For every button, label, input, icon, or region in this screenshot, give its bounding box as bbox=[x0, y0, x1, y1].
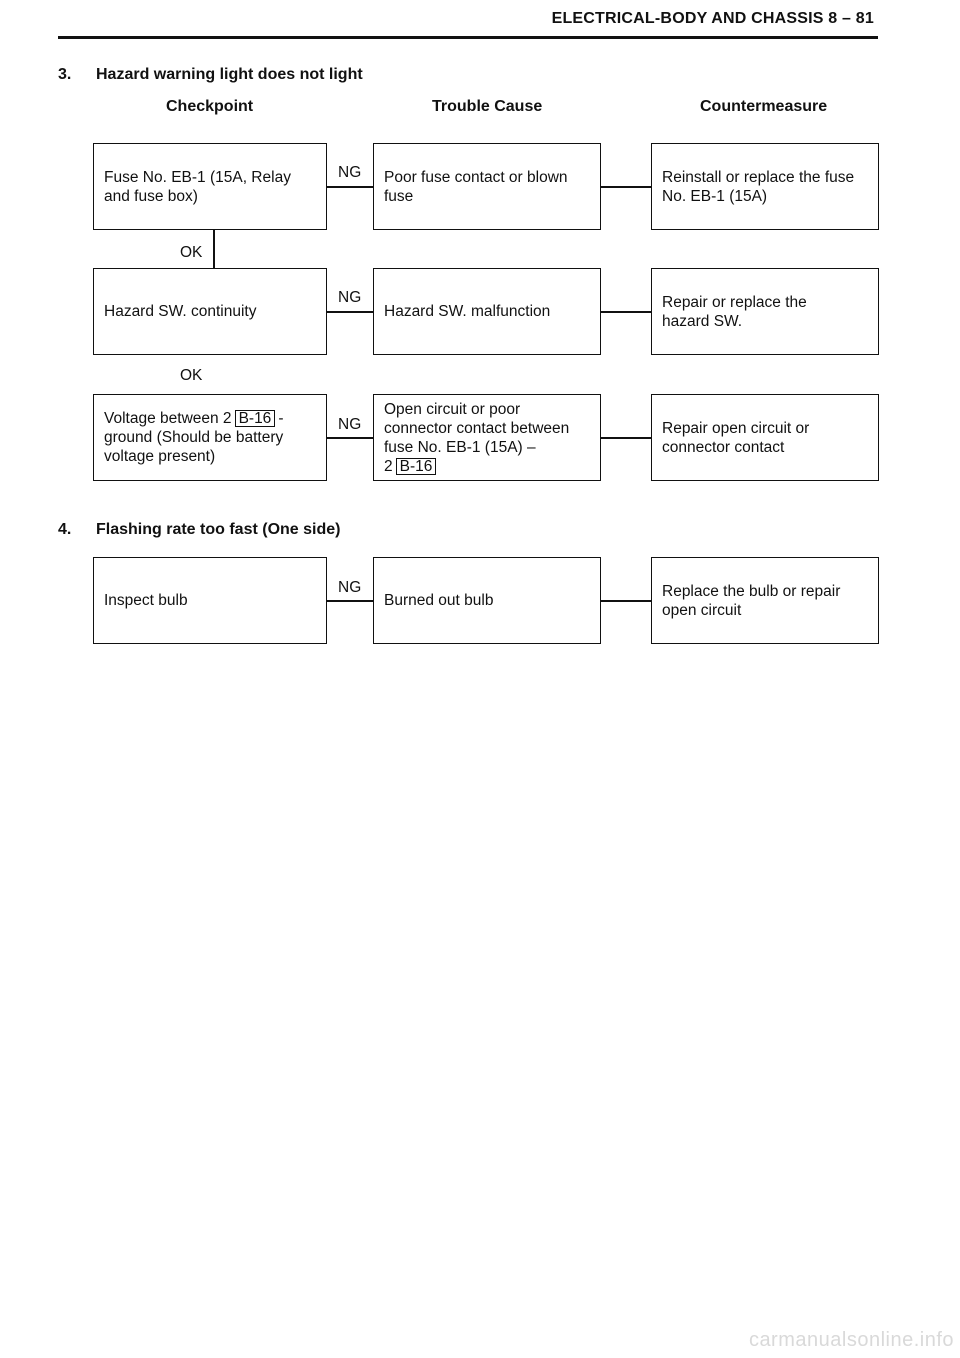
ng-label: NG bbox=[338, 164, 362, 181]
cause-burned-bulb-text: Burned out bulb bbox=[384, 592, 494, 609]
countermeasure-open-circuit-box bbox=[651, 394, 879, 481]
countermeasure-connector-line bbox=[601, 311, 651, 313]
column-checkpoint: Checkpoint bbox=[166, 98, 254, 115]
countermeasure-hazard-sw-box bbox=[651, 268, 879, 355]
ok-label: OK bbox=[180, 244, 203, 261]
ok-label: OK bbox=[180, 367, 203, 384]
checkpoint-inspect-bulb-box bbox=[93, 557, 327, 644]
page-header-title: ELECTRICAL-BODY AND CHASSIS 8 – 81 bbox=[551, 10, 874, 27]
countermeasure-connector-line bbox=[601, 600, 651, 602]
cause-burned-bulb-box bbox=[373, 557, 601, 644]
ng-label: NG bbox=[338, 579, 362, 596]
cause-hazard-sw-box bbox=[373, 268, 601, 355]
column-trouble-cause: Trouble Cause bbox=[432, 98, 543, 115]
cause-open-circuit-content bbox=[384, 400, 569, 476]
ng-connector-line bbox=[327, 311, 373, 313]
countermeasure-bulb-box bbox=[651, 557, 879, 644]
countermeasure-fuse-text: Reinstall or replace the fuse No. EB-1 (15A) bbox=[662, 168, 855, 205]
checkpoint-voltage-dash: - bbox=[278, 410, 284, 427]
column-countermeasure: Countermeasure bbox=[700, 98, 828, 115]
cause-open-circuit-pin: 2 bbox=[384, 457, 393, 475]
ok-connector-line bbox=[213, 230, 215, 268]
connector-b16-badge: B-16 bbox=[396, 458, 437, 475]
countermeasure-connector-line bbox=[601, 437, 651, 439]
checkpoint-hazard-sw-box bbox=[93, 268, 327, 355]
checkpoint-hazard-sw-text: Hazard SW. continuity bbox=[104, 303, 257, 320]
countermeasure-open-circuit-text: Repair open circuit or connector contact bbox=[662, 419, 810, 456]
section-4-title: Flashing rate too fast (One side) bbox=[96, 521, 341, 538]
checkpoint-voltage-box bbox=[93, 394, 327, 481]
cause-hazard-sw-text: Hazard SW. malfunction bbox=[384, 303, 551, 320]
checkpoint-voltage-rest: ground (Should be battery voltage present) bbox=[104, 429, 284, 465]
ng-connector-line bbox=[327, 600, 373, 602]
checkpoint-voltage-content bbox=[104, 409, 283, 466]
countermeasure-fuse-box bbox=[651, 143, 879, 230]
checkpoint-inspect-bulb-text: Inspect bulb bbox=[104, 592, 188, 609]
checkpoint-fuse-text: Fuse No. EB-1 (15A, Relay and fuse box) bbox=[104, 168, 291, 205]
watermark-text: carmanualsonline.info bbox=[748, 1329, 954, 1351]
cause-fuse-box bbox=[373, 143, 601, 230]
ng-label: NG bbox=[338, 416, 362, 433]
checkpoint-fuse-box bbox=[93, 143, 327, 230]
section-3-title: Hazard warning light does not light bbox=[96, 66, 363, 83]
checkpoint-voltage-prefix: Voltage between 2 bbox=[104, 410, 232, 427]
cause-fuse-text: Poor fuse contact or blown fuse bbox=[384, 168, 568, 205]
section-3-number: 3. bbox=[58, 66, 72, 83]
countermeasure-hazard-sw-text: Repair or replace the hazard SW. bbox=[662, 293, 807, 330]
header-rule bbox=[58, 36, 878, 39]
connector-b16-badge: B-16 bbox=[235, 410, 276, 427]
countermeasure-connector-line bbox=[601, 186, 651, 188]
cause-open-circuit-box bbox=[373, 394, 601, 481]
ng-label: NG bbox=[338, 289, 362, 306]
ng-connector-line bbox=[327, 437, 373, 439]
cause-open-circuit-text: Open circuit or poor connector contact between fuse No. EB-1 (15A) – bbox=[384, 400, 570, 456]
section-4-number: 4. bbox=[58, 521, 72, 538]
countermeasure-bulb-text: Replace the bulb or repair open circuit bbox=[662, 582, 841, 619]
ng-connector-line bbox=[327, 186, 373, 188]
